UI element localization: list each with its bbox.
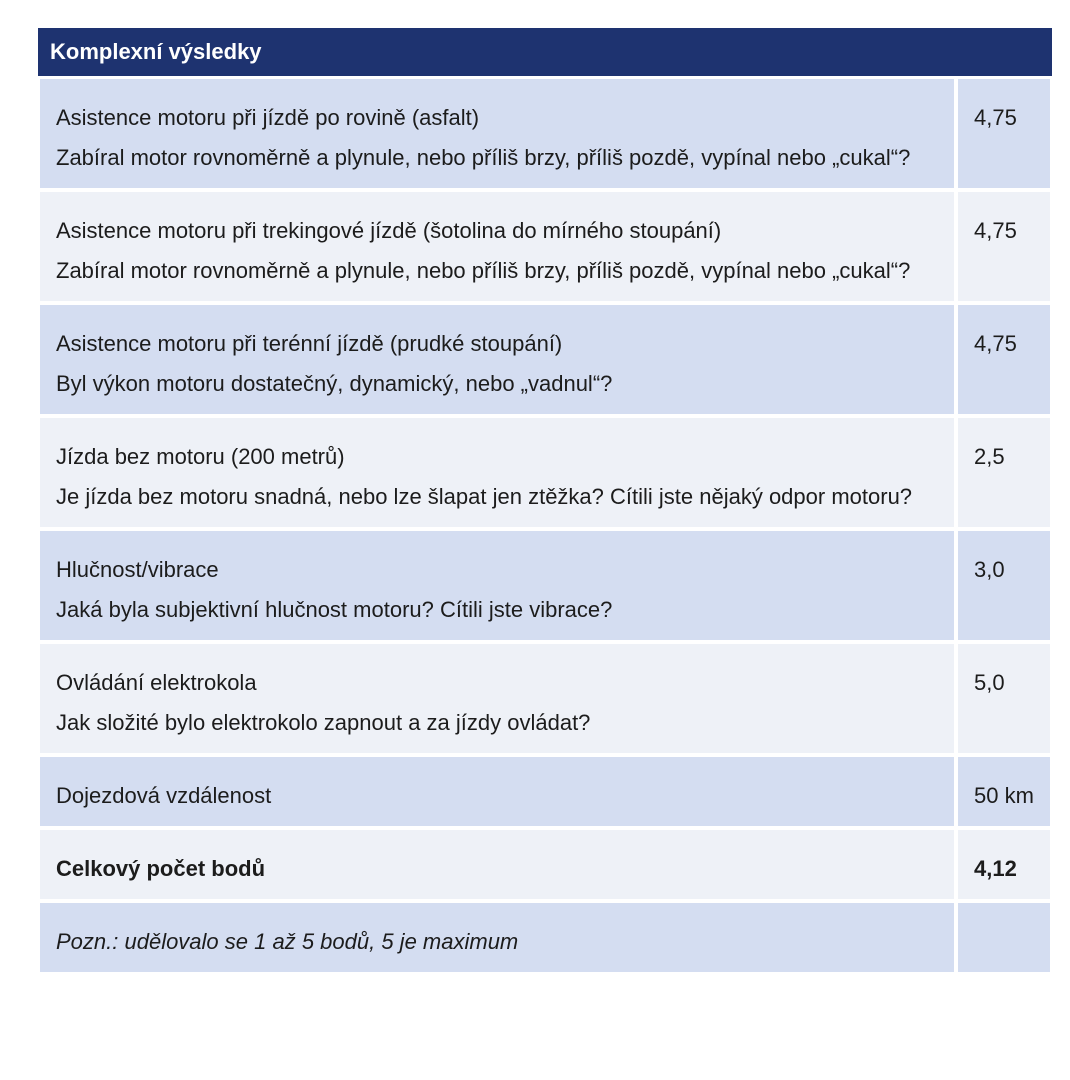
score-cell: 3,0 bbox=[958, 531, 1050, 640]
criterion-title: Ovládání elektrokola bbox=[56, 670, 257, 695]
total-label: Celkový počet bodů bbox=[40, 830, 954, 899]
table-title: Komplexní výsledky bbox=[38, 28, 1052, 76]
criterion-question: Byl výkon motoru dostatečný, dynamický, nebo „vadnul“? bbox=[56, 371, 613, 396]
criterion-cell bbox=[40, 192, 954, 301]
table-row bbox=[40, 531, 1050, 640]
criterion-question: Zabíral motor rovnoměrně a plynule, nebo příliš brzy, příliš pozdě, vypínal nebo „cukal“? bbox=[56, 258, 911, 283]
criterion-question: Jak složité bylo elektrokolo zapnout a za jízdy ovládat? bbox=[56, 710, 591, 735]
score-cell: 5,0 bbox=[958, 644, 1050, 753]
criterion-cell bbox=[40, 644, 954, 753]
score-cell: 4,75 bbox=[958, 305, 1050, 414]
score-cell: 4,75 bbox=[958, 79, 1050, 188]
results-table bbox=[38, 28, 1052, 976]
table-row bbox=[40, 418, 1050, 527]
table-row bbox=[40, 192, 1050, 301]
table-row bbox=[40, 305, 1050, 414]
total-score: 4,12 bbox=[958, 830, 1050, 899]
criterion-cell bbox=[40, 79, 954, 188]
criterion-title: Asistence motoru při trekingové jízdě (šotolina do mírného stoupání) bbox=[56, 218, 722, 243]
note-empty-cell bbox=[958, 903, 1050, 972]
score-cell: 50 km bbox=[958, 757, 1050, 826]
criterion-title: Jízda bez motoru (200 metrů) bbox=[56, 444, 345, 469]
criterion-title: Asistence motoru při terénní jízdě (prudké stoupání) bbox=[56, 331, 563, 356]
table-row bbox=[40, 644, 1050, 753]
total-row bbox=[40, 830, 1050, 899]
note-row bbox=[40, 903, 1050, 972]
table-body bbox=[38, 79, 1052, 972]
criterion-cell bbox=[40, 757, 954, 826]
criterion-question: Je jízda bez motoru snadná, nebo lze šlapat jen ztěžka? Cítili jste nějaký odpor motoru? bbox=[56, 484, 913, 509]
criterion-cell bbox=[40, 305, 954, 414]
criterion-title: Dojezdová vzdálenost bbox=[56, 783, 272, 808]
score-cell: 4,75 bbox=[958, 192, 1050, 301]
criterion-cell bbox=[40, 531, 954, 640]
table-row bbox=[40, 79, 1050, 188]
criterion-cell bbox=[40, 418, 954, 527]
criterion-title: Asistence motoru při jízdě po rovině (asfalt) bbox=[56, 105, 480, 130]
criterion-title: Hlučnost/vibrace bbox=[56, 557, 219, 582]
note-text: Pozn.: udělovalo se 1 až 5 bodů, 5 je maximum bbox=[40, 903, 954, 972]
criterion-question: Jaká byla subjektivní hlučnost motoru? Cítili jste vibrace? bbox=[56, 597, 613, 622]
criterion-question: Zabíral motor rovnoměrně a plynule, nebo příliš brzy, příliš pozdě, vypínal nebo „cukal“? bbox=[56, 145, 911, 170]
score-cell: 2,5 bbox=[958, 418, 1050, 527]
table-row bbox=[40, 757, 1050, 826]
